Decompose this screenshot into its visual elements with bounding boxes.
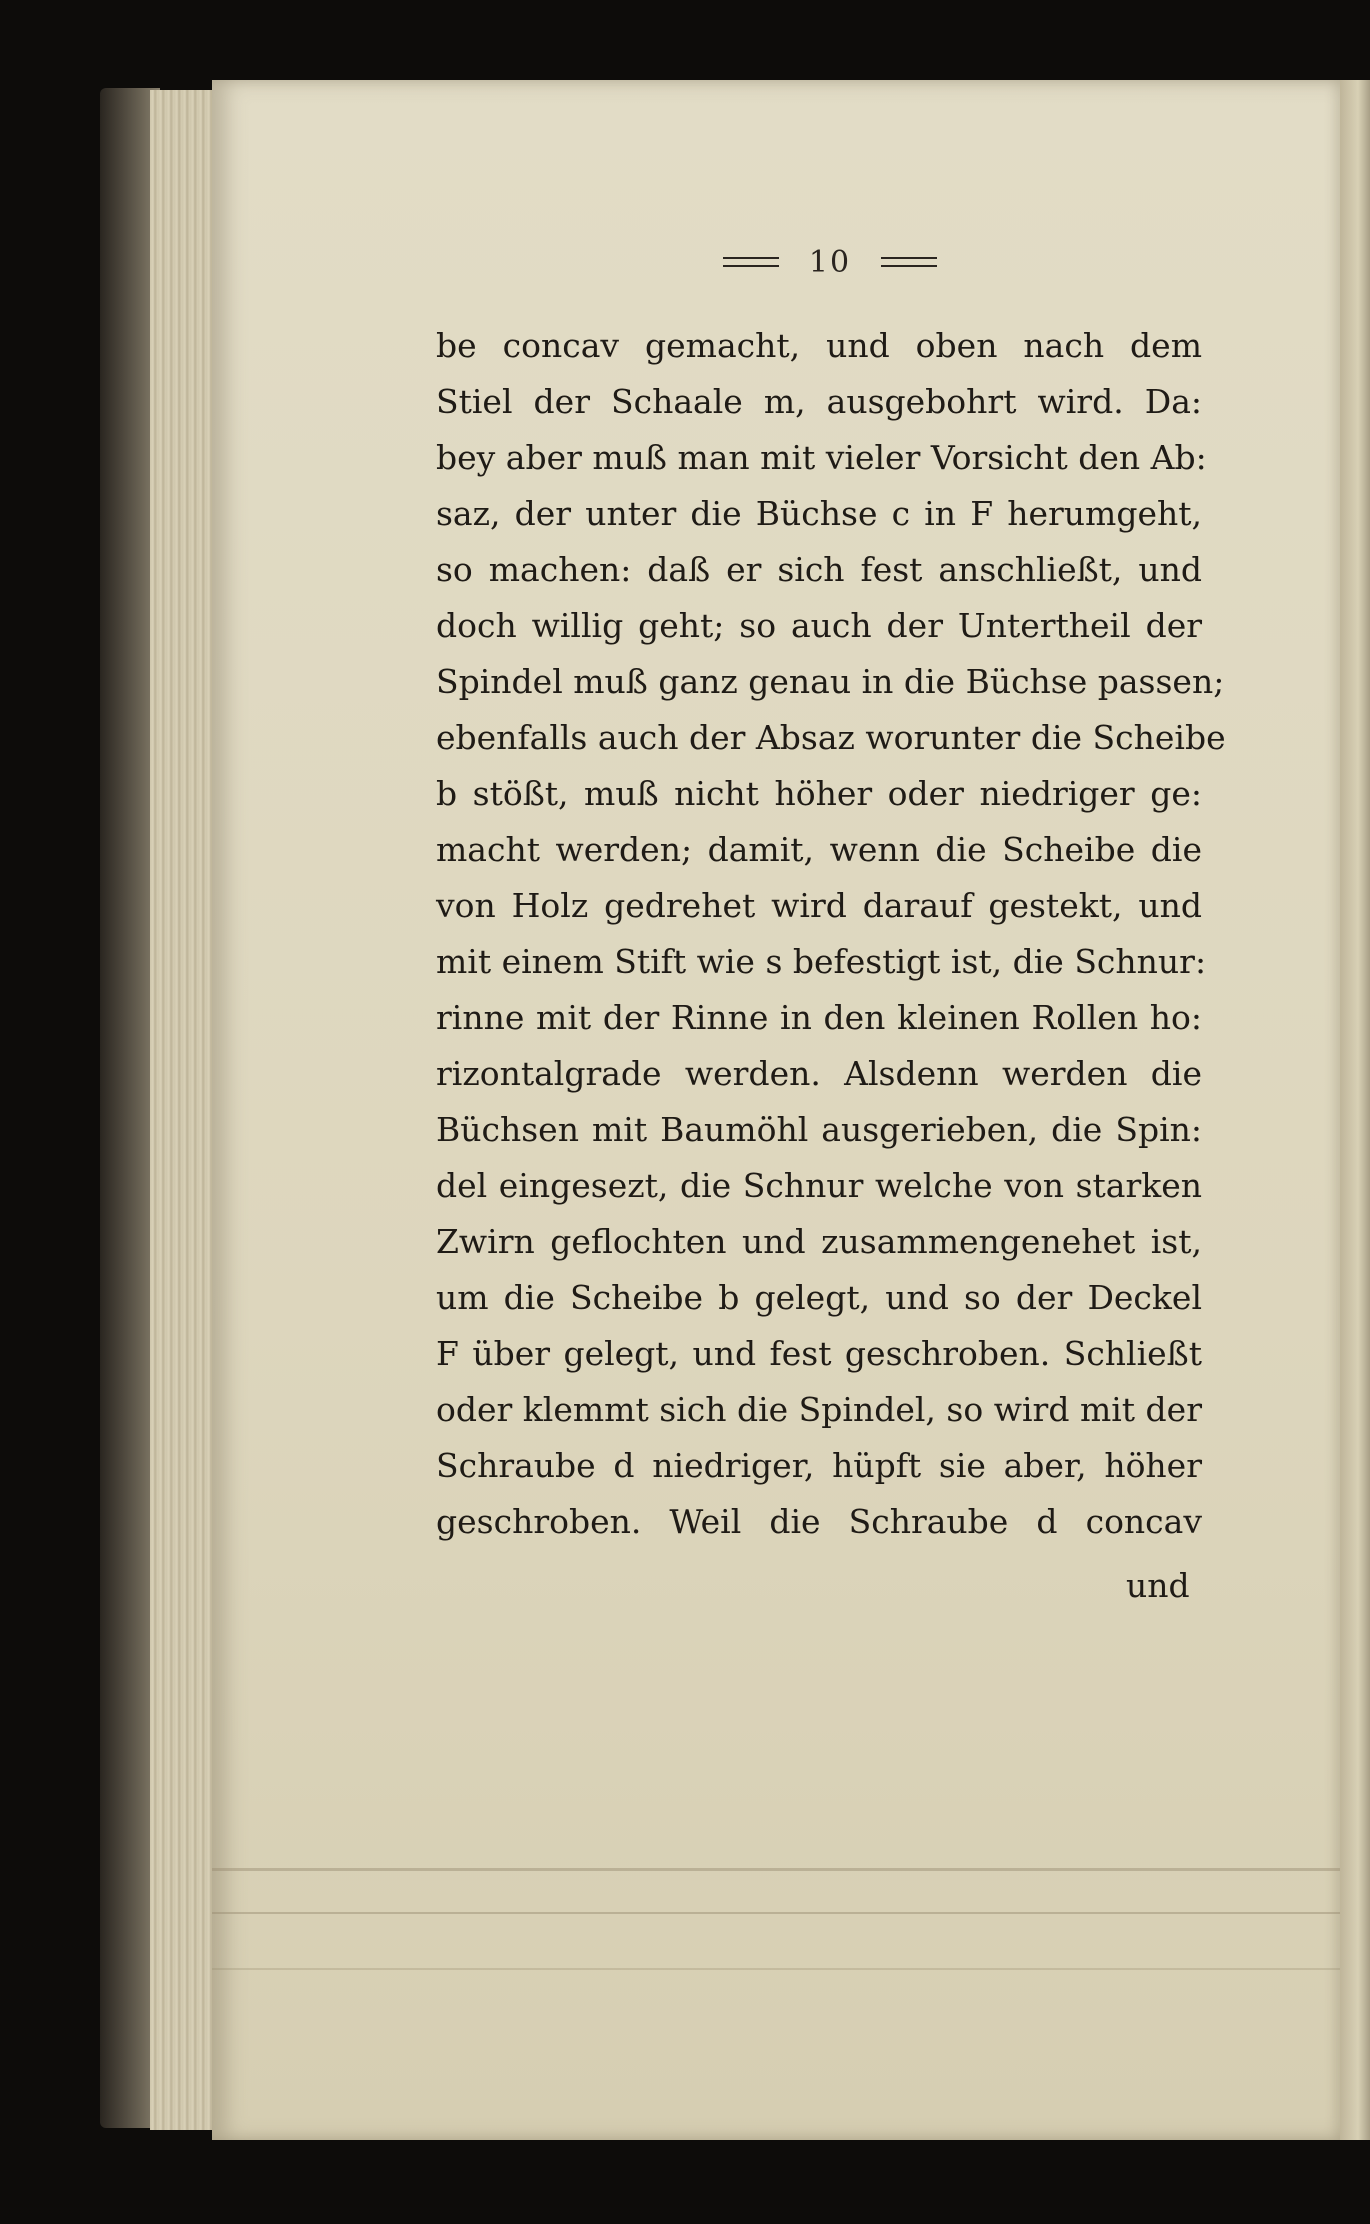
header-rule-left (723, 257, 779, 267)
text-line: mit einem Stift wie s befestigt ist, die Schnur: (436, 942, 1207, 981)
next-leaf-edge (1340, 80, 1370, 2140)
text-line: rizontalgrade werden. Alsdenn werden die (436, 1054, 1202, 1093)
text-line: b stößt, muß nicht höher oder niedriger ge: (436, 774, 1202, 813)
page-header (700, 242, 960, 282)
text-line: saz, der unter die Büchse c in F herumgeht, (436, 494, 1202, 533)
text-line: Büchsen mit Baumöhl ausgerieben, die Spin: (436, 1110, 1202, 1149)
text-line: be concav gemacht, und oben nach dem (436, 326, 1202, 365)
text-line: um die Scheibe b gelegt, und so der Deckel (436, 1278, 1202, 1317)
text-line: oder klemmt sich die Spindel, so wird mit der (436, 1390, 1202, 1429)
text-line: rinne mit der Rinne in den kleinen Rollen ho: (436, 998, 1202, 1037)
header-rule-right (881, 257, 937, 267)
text-line: Zwirn geflochten und zusammengenehet ist, (436, 1222, 1202, 1261)
text-line: F über gelegt, und fest geschroben. Schließt (436, 1334, 1202, 1373)
page-stack-edges (150, 90, 220, 2130)
body-text (436, 318, 1226, 1550)
text-line: bey aber muß man mit vieler Vorsicht den Ab: (436, 438, 1207, 477)
water-stain-line (212, 1968, 1340, 1970)
text-line: Spindel muß ganz genau in die Büchse passen; (436, 662, 1225, 701)
text-line: geschroben. Weil die Schraube d concav (436, 1502, 1202, 1541)
page-number: 10 (808, 244, 852, 280)
water-stain-line (212, 1868, 1340, 1871)
text-line: del eingesezt, die Schnur welche von starken (436, 1166, 1202, 1205)
text-line: Stiel der Schaale m, ausgebohrt wird. Da: (436, 382, 1202, 421)
text-line: ebenfalls auch der Absaz worunter die Scheibe (436, 718, 1226, 757)
text-line: macht werden; damit, wenn die Scheibe die (436, 830, 1202, 869)
text-line: doch willig geht; so auch der Untertheil der (436, 606, 1202, 645)
text-line: so machen: daß er sich fest anschließt, und (436, 550, 1202, 589)
text-line: von Holz gedrehet wird darauf gestekt, und (436, 886, 1202, 925)
text-line: Schraube d niedriger, hüpft sie aber, höher (436, 1446, 1202, 1485)
catchword: und (1126, 1566, 1190, 1605)
water-stain-line (212, 1912, 1340, 1914)
